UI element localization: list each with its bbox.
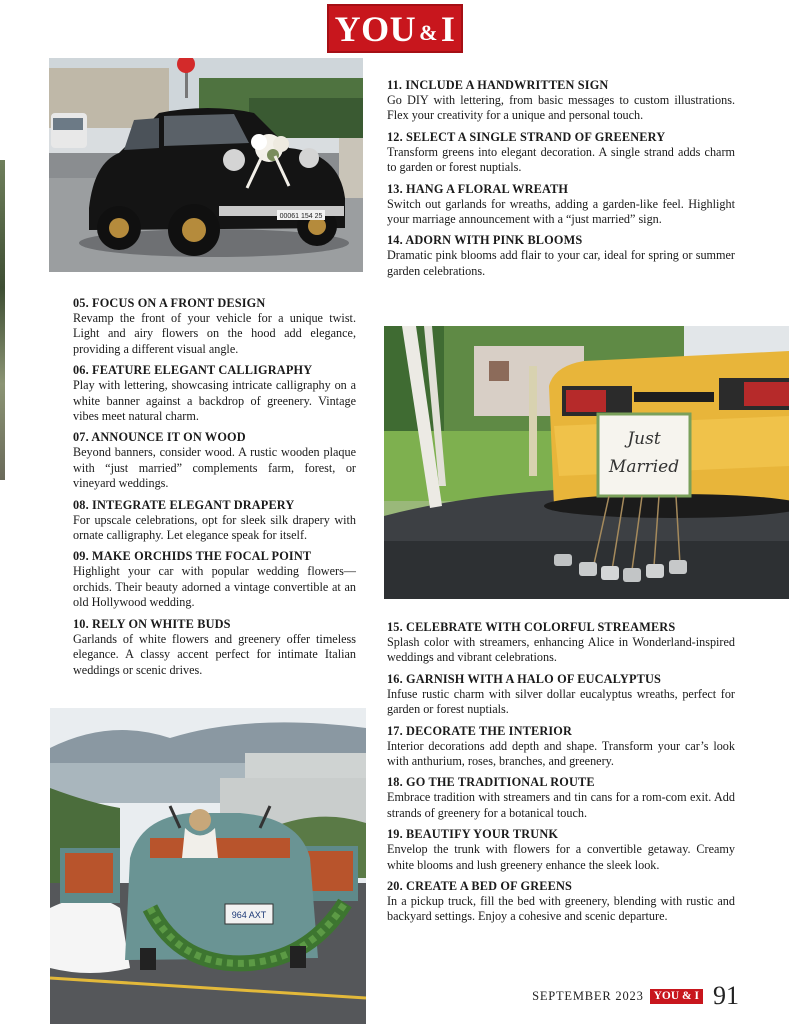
tip-body: Go DIY with lettering, from basic messages to custom illustrations. Flex your creativity for a unique and personal touch.	[387, 93, 735, 123]
tip-title: 16. GARNISH WITH A HALO OF EUCALYPTUS	[387, 671, 661, 686]
tip-body: Embrace tradition with streamers and tin cans for a rom-com exit. Add strands of greenery for a botanical touch.	[387, 790, 735, 820]
photo-vintage-black-car	[49, 58, 363, 272]
magazine-logo: YOU & I	[327, 4, 463, 53]
tip-07	[73, 430, 356, 491]
issue-date: SEPTEMBER 2023	[532, 988, 644, 1003]
tip-title: 11. INCLUDE A HANDWRITTEN SIGN	[387, 78, 609, 92]
sign-text-married: Married	[608, 457, 680, 477]
tip-body: Interior decorations add depth and shape. Transform your car’s look with anthurium, roses, branches, and greenery.	[387, 738, 735, 769]
tip-16	[387, 672, 735, 718]
tip-title: 19. BEAUTIFY YOUR TRUNK	[387, 827, 559, 842]
tip-title: 12. SELECT A SINGLE STRAND OF GREENERY	[387, 129, 666, 144]
license-plate-photo1: 00061 154 25	[279, 213, 323, 220]
tip-title: 14. ADORN WITH PINK BLOOMS	[387, 233, 583, 248]
photo-convertible-greenery-garland	[50, 708, 366, 1024]
tip-title: 06. FEATURE ELEGANT CALLIGRAPHY	[73, 363, 313, 378]
tip-12	[387, 130, 735, 176]
tips-column-right-bottom	[387, 620, 735, 931]
tip-body: In a pickup truck, fill the bed with greenery, blending with rustic and backyard settings. Enjoy a cohesive and scenic departure.	[387, 894, 735, 924]
tip-08	[73, 498, 356, 544]
tip-body: Garlands of white flowers and greenery offer timeless elegance. A classy accent perfect for intimate Italian weddings or scenic drives.	[73, 631, 356, 677]
tip-title: 10. RELY ON WHITE BUDS	[73, 616, 231, 631]
tip-20	[387, 879, 735, 925]
tip-09	[73, 549, 356, 610]
tip-10	[73, 617, 356, 678]
tips-column-right-top	[387, 78, 735, 285]
license-plate-photo3: 964 AXT	[231, 910, 267, 920]
tip-title: 08. INTEGRATE ELEGANT DRAPERY	[73, 497, 295, 512]
tip-body: Switch out garlands for wreaths, adding a garden-like feel. Highlight your marriage announcement with a “just married” sign.	[387, 196, 735, 227]
page-footer	[532, 983, 739, 1009]
tip-14	[387, 233, 735, 279]
tip-body: For upscale celebrations, opt for sleek silk drapery with ornate calligraphy. Let elegance speak for itself.	[73, 512, 356, 543]
tips-column-left	[73, 296, 356, 684]
tip-title: 15. CELEBRATE WITH COLORFUL STREAMERS	[387, 620, 676, 634]
tip-body: Transform greens into elegant decoration. A single strand adds charm to garden or forest nuptials.	[387, 144, 735, 175]
tip-title: 09. MAKE ORCHIDS THE FOCAL POINT	[73, 549, 312, 564]
tip-body: Splash color with streamers, enhancing Alice in Wonderland-inspired weddings and vibrant celebrations.	[387, 635, 735, 665]
photo-yellow-mustang-just-married	[384, 326, 789, 599]
tip-body: Play with lettering, showcasing intricate calligraphy on a white banner against a backdrop of greenery. Vintage vibes meet natural charm.	[73, 378, 356, 424]
sign-text-just: Just	[627, 429, 661, 449]
tip-body: Envelop the trunk with flowers for a convertible getaway. Creamy white blooms and lush greenery enhance the sleek look.	[387, 842, 735, 872]
footer-brand-logo: YOU & I	[650, 989, 703, 1004]
tip-body: Dramatic pink blooms add flair to your car, ideal for spring or summer garden celebrations.	[387, 248, 735, 278]
tip-17	[387, 724, 735, 770]
tip-15	[387, 620, 735, 666]
tip-body: Highlight your car with popular wedding flowers—orchids. Their beauty adorned a vintage convertible at an old Hollywood wedding.	[73, 564, 356, 610]
tip-title: 20. CREATE A BED OF GREENS	[387, 879, 572, 894]
previous-page-bleed	[0, 160, 5, 480]
tip-title: 18. GO THE TRADITIONAL ROUTE	[387, 775, 595, 790]
tip-13	[387, 182, 735, 228]
tip-06	[73, 363, 356, 424]
tip-title: 07. ANNOUNCE IT ON WOOD	[73, 430, 246, 445]
tip-body: Revamp the front of your vehicle for a unique twist. Light and airy flowers on the hood add elegance, providing a different visual angle.	[73, 311, 356, 356]
tip-18	[387, 775, 735, 821]
tip-title: 13. HANG A FLORAL WREATH	[387, 181, 569, 196]
page-number: 91	[713, 981, 739, 1010]
tip-title: 05. FOCUS ON A FRONT DESIGN	[73, 296, 266, 310]
tip-19	[387, 827, 735, 873]
tip-body: Beyond banners, consider wood. A rustic wooden plaque with “just married” complements farm, forest, or vineyard weddings.	[73, 445, 356, 491]
tip-title: 17. DECORATE THE INTERIOR	[387, 723, 573, 738]
tip-05	[73, 296, 356, 357]
tip-body: Infuse rustic charm with silver dollar eucalyptus wreaths, perfect for garden or forest nuptials.	[387, 686, 735, 717]
tip-11	[387, 78, 735, 124]
